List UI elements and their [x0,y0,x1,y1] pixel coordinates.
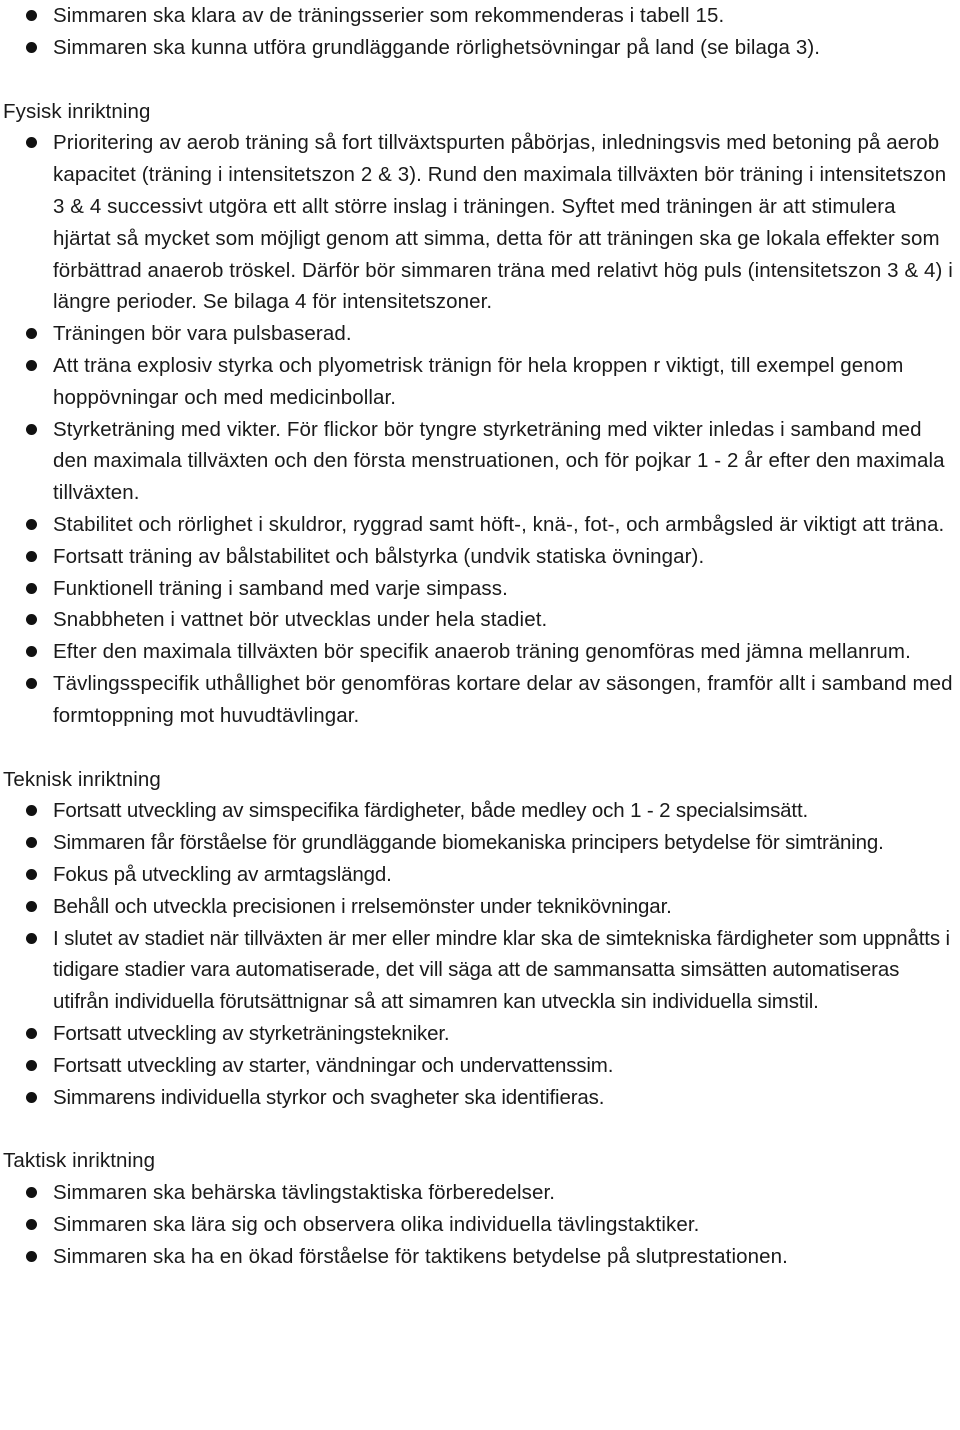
list-item [3,541,960,573]
bullet-icon [26,1092,37,1103]
bullet-icon [26,933,37,944]
bullet-icon [26,1060,37,1071]
list-item-text: Stabilitet och rörlighet i skuldror, ryggrad samt höft-, knä-, fot-, och armbågsled är viktigt att träna. [53,512,945,536]
list-item-text: Prioritering av aerob träning så fort tillväxtspurten påbörjas, inledningsvis med betoning på aerob kapacitet (träning i intensitetszon 2 & 3). Rund den maximala tillväxten bör träning i intensitetszon 3 & 4 successivt utgöra ett allt större inslag i träningen. Syftet med träningen är att stimulera hjärtat så mycket som möjligt genom att simma, detta för att träningen ska ge lokala effekter som förbättrad anaerob tröskel. Därför bör simmaren träna med relativt hög puls (intensitetszon 3 & 4) i längre perioder. Se bilaga 4 för intensitetszoner. [53,131,953,314]
bullet-icon [26,137,37,148]
list-item-text: Efter den maximala tillväxten bör specifik anaerob träning genomföras med jämna mellanrum. [53,640,911,664]
list-item [3,573,960,605]
list-item-text: I slutet av stadiet när tillväxten är mer eller mindre klar ska de simtekniska färdigheter som uppnåtts i tidigare stadier vara automatiserade, det vill säga att de sammansatta simsätten automatiseras utifrån individuella förutsättnignar så att simamren kan utveckla sin individuella simstil. [53,926,950,1014]
list-item-text: Simmaren ska kunna utföra grundläggande rörlighetsövningar på land (se bilaga 3). [53,35,821,59]
section-spacer [3,732,960,764]
bullet-icon [26,424,37,435]
list-item-text: Funktionell träning i samband med varje simpass. [53,576,508,600]
bullet-icon [26,901,37,912]
list-item-text: Fortsatt träning av bålstabilitet och bålstyrka (undvik statiska övningar). [53,544,705,568]
list-item [3,1177,960,1209]
list-item [3,1209,960,1241]
list-item-text: Fortsatt utveckling av simspecifika färdigheter, både medley och 1 - 2 specialsimsätt. [53,799,809,823]
list-item [3,0,960,32]
bullet-icon [26,519,37,530]
bullet-icon [26,837,37,848]
list-item [3,32,960,64]
bullet-icon [26,328,37,339]
list-item [3,923,960,1018]
list-item [3,859,960,891]
list-item [3,795,960,827]
list-item [3,509,960,541]
bullet-icon [26,678,37,689]
bullet-icon [26,805,37,816]
list-item [3,1050,960,1082]
list-item [3,604,960,636]
bullet-icon [26,360,37,371]
fysisk-list [3,127,960,731]
list-item-text: Simmaren ska lära sig och observera olika individuella tävlingstaktiker. [53,1212,700,1236]
list-item-text: Fortsatt utveckling av starter, vändningar och undervattenssim. [53,1053,614,1077]
list-item-text: Fokus på utveckling av armtagslängd. [53,862,392,886]
list-item-text: Behåll och utveckla precisionen i rrelsemönster under teknikövningar. [53,894,672,918]
taktisk-list [3,1177,960,1272]
bullet-icon [26,1219,37,1230]
list-item-text: Att träna explosiv styrka och plyometrisk tränign för hela kroppen r viktigt, till exempel genom hoppövningar och med medicinbollar. [53,353,904,409]
list-item [3,1018,960,1050]
section-heading-fysisk: Fysisk inriktning [3,99,151,123]
list-item-text: Simmaren ska klara av de träningsserier som rekommenderas i tabell 15. [53,4,725,27]
list-item [3,1241,960,1273]
bullet-icon [26,551,37,562]
list-item-text: Simmaren ska ha en ökad förståelse för taktikens betydelse på slutprestationen. [53,1244,788,1268]
list-item [3,636,960,668]
bullet-icon [26,869,37,880]
list-item [3,827,960,859]
list-item-text: Simmaren ska behärska tävlingstaktiska förberedelser. [53,1181,556,1205]
section-spacer [3,64,960,96]
teknisk-list [3,795,960,1113]
list-item-text: Simmarens individuella styrkor och svagheter ska identifieras. [53,1085,605,1109]
list-item-text: Träningen bör vara pulsbaserad. [53,322,352,346]
list-item [3,414,960,509]
list-item [3,891,960,923]
list-item-text: Simmaren får förståelse för grundläggande biomekaniska principers betydelse för simträning. [53,831,884,855]
bullet-icon [26,42,37,53]
list-item-text: Tävlingsspecifik uthållighet bör genomföras kortare delar av säsongen, framför allt i samband med formtoppning mot huvudtävlingar. [53,671,953,727]
bullet-icon [26,10,37,21]
list-item [3,318,960,350]
bullet-icon [26,1187,37,1198]
bullet-icon [26,1028,37,1039]
bullet-icon [26,614,37,625]
section-spacer [3,1113,960,1145]
bullet-icon [26,646,37,657]
list-item-text: Fortsatt utveckling av styrketräningstekniker. [53,1021,450,1045]
list-item [3,1082,960,1114]
section-heading-teknisk: Teknisk inriktning [3,767,161,791]
list-item [3,668,960,732]
intro-list [3,0,960,64]
section-heading-taktisk: Taktisk inriktning [3,1149,156,1173]
bullet-icon [26,1251,37,1262]
list-item-text: Snabbheten i vattnet bör utvecklas under hela stadiet. [53,608,548,632]
list-item-text: Styrketräning med vikter. För flickor bör tyngre styrketräning med vikter inledas i samband med den maximala tillväxten och den första menstruationen, och för pojkar 1 - 2 år efter den maximala tillväxten. [53,417,945,505]
list-item [3,127,960,318]
list-item [3,350,960,414]
bullet-icon [26,583,37,594]
